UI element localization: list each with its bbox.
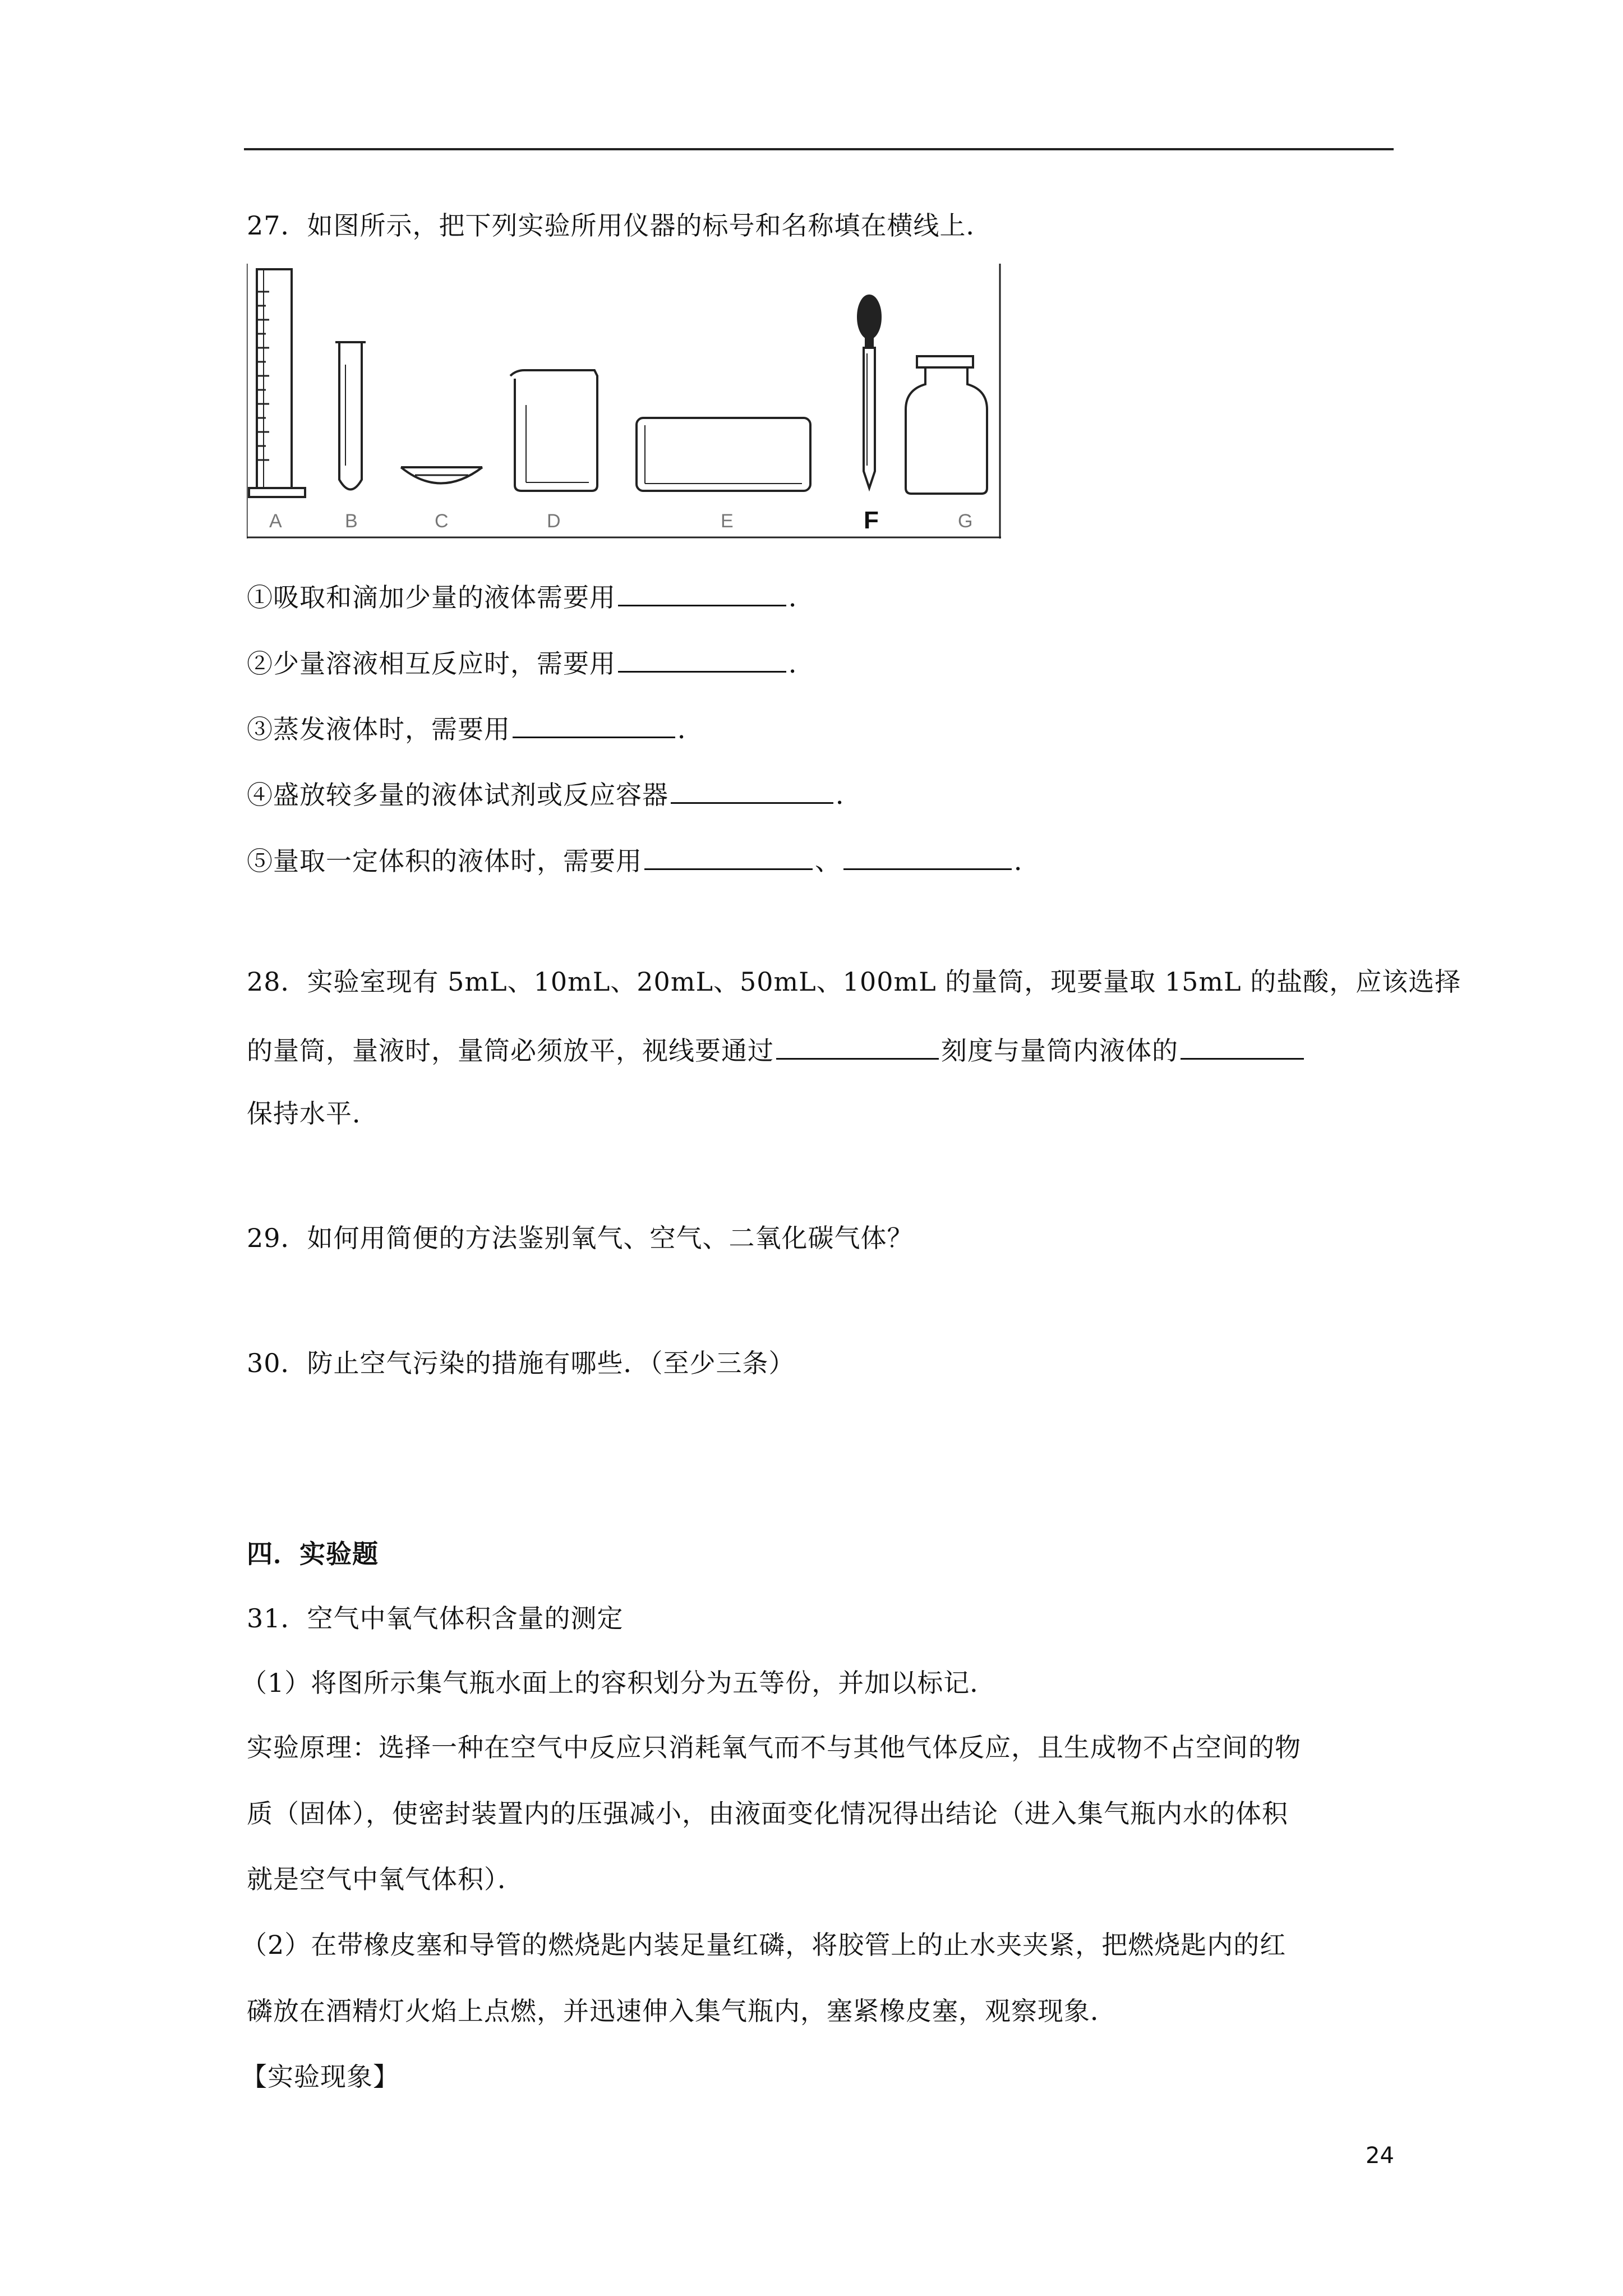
q27-item-2: ②少量溶液相互反应时，需要用 ． [247, 644, 815, 680]
q27-stem: 27．如图所示，把下列实验所用仪器的标号和名称填在横线上． [247, 210, 993, 241]
q31-principle-line-2: 质（固体），使密封装置内的压强减小，由液面变化情况得出结论（进入集气瓶内水的体积 [247, 1798, 1288, 1829]
figure-label-b: B [345, 510, 358, 532]
lab-apparatus-figure [247, 264, 1001, 539]
header-rule [244, 148, 1394, 150]
figure-label-g: G [958, 510, 973, 532]
figure-label-a: A [269, 510, 282, 532]
q30-text: 30．防止空气污染的措施有哪些．（至少三条） [247, 1348, 795, 1378]
figure-label-e: E [721, 510, 734, 532]
q27-item-3: ③蒸发液体时，需要用 ． [247, 710, 704, 746]
q31-procedure-line-2: 磷放在酒精灯火焰上点燃，并迅速伸入集气瓶内，塞紧橡皮塞，观察现象． [247, 1996, 1117, 2026]
answer-blank[interactable] [618, 644, 786, 673]
q27-item-5: ⑤量取一定体积的液体时，需要用 、 ． [247, 841, 1040, 878]
answer-blank[interactable] [644, 841, 813, 870]
q31-principle-line-1: 实验原理：选择一种在空气中反应只消耗氧气而不与其他气体反应，且生成物不占空间的物 [247, 1732, 1301, 1763]
test-tube-icon [335, 342, 366, 490]
q28-line-1: 28．实验室现有 5mL、10mL、20mL、50mL、100mL 的量筒，现要量取 15mL 的盐酸，应该选择 [247, 967, 1461, 997]
dropper-icon [858, 296, 880, 488]
answer-blank[interactable] [776, 1031, 939, 1060]
evaporating-dish-icon [401, 467, 482, 484]
q31-phenomenon-heading: 【实验现象】 [241, 2062, 399, 2092]
q31-procedure-line-1: （2）在带橡皮塞和导管的燃烧匙内装足量红磷，将胶管上的止水夹夹紧，把燃烧匙内的红 [241, 1930, 1287, 1960]
q27-item-4: ④盛放较多量的液体试剂或反应容器 ． [247, 775, 862, 812]
q28-line-2: 的量筒，量液时，量筒必须放平，视线要通过 刻度与量筒内液体的 [247, 1031, 1306, 1068]
beaker-icon [510, 370, 597, 491]
q31-title: 31．空气中氧气体积含量的测定 [247, 1603, 624, 1634]
figure-label-d: D [547, 510, 561, 532]
answer-blank[interactable] [618, 578, 786, 606]
answer-blank[interactable] [671, 775, 833, 804]
q29-text: 29．如何用简便的方法鉴别氧气、空气、二氧化碳气体？ [247, 1223, 914, 1253]
q28-line-3: 保持水平． [247, 1098, 379, 1129]
answer-blank[interactable] [843, 841, 1012, 870]
q31-principle-line-3: 就是空气中氧气体积）． [247, 1864, 524, 1894]
page-number: 24 [1366, 2143, 1394, 2169]
q27-item-1: ①吸取和滴加少量的液体需要用 ． [247, 578, 815, 614]
answer-blank[interactable] [513, 710, 675, 738]
section-heading: 四．实验题 [247, 1539, 379, 1569]
figure-label-f: F [864, 507, 879, 534]
trough-icon [637, 418, 810, 491]
answer-blank[interactable] [1181, 1031, 1304, 1060]
reagent-bottle-icon [906, 356, 987, 494]
figure-label-c: C [435, 510, 449, 532]
graduated-cylinder-icon [249, 269, 305, 497]
q31-paragraph-1: （1）将图所示集气瓶水面上的容积划分为五等份，并加以标记． [241, 1668, 997, 1698]
